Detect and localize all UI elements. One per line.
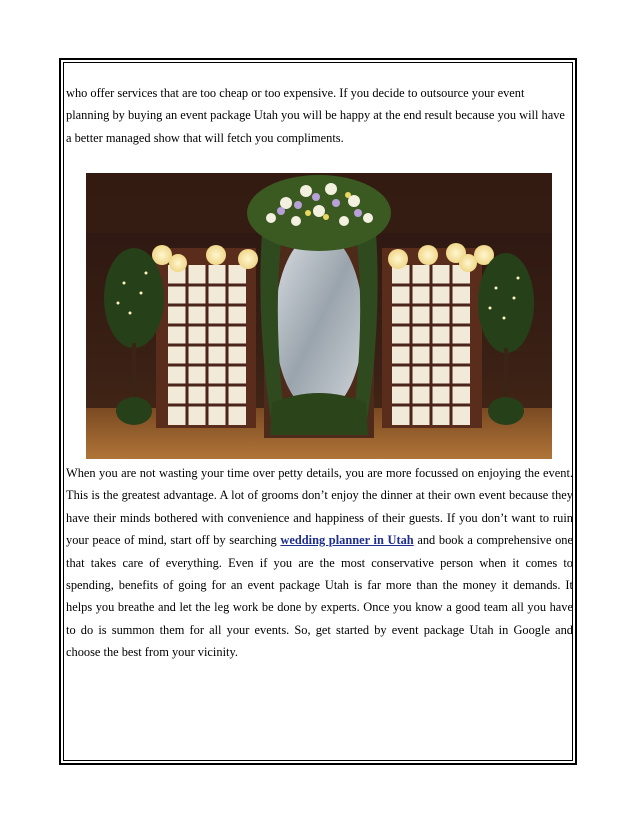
wedding-planner-link[interactable]: wedding planner in Utah <box>280 533 414 548</box>
text-line: have their minds bothered with convenience and happiness of their guests. If you don’t want to ruin <box>66 510 573 525</box>
text-line: who offer services that are too cheap or too expensive. If you decide to outsource your event <box>66 86 525 100</box>
wedding-backdrop-photo <box>86 173 552 459</box>
body-paragraph <box>66 462 573 664</box>
text-line: that takes care of everything. Even if you are the most conservative person when it comes to <box>66 555 573 570</box>
intro-paragraph <box>66 82 573 149</box>
text-line: planning by buying an event package Utah you will be happy at the end result because you will have <box>66 108 565 123</box>
text-line: This is the greatest advantage. A lot of grooms don’t enjoy the dinner at their own event because they <box>66 488 573 503</box>
text-line: When you are not wasting your time over petty details, you are more focussed on enjoying the event. <box>66 466 573 480</box>
text-line-with-link <box>66 529 573 551</box>
text-line: choose the best from your vicinity. <box>66 645 238 660</box>
text-line: spending, benefits of going for an event package Utah is far more than the money it demands. It <box>66 578 573 593</box>
link-suffix-text: and book a comprehensive one <box>413 533 574 548</box>
text-line: helps you breathe and let the leg work be done by experts. Once you know a good team all you have <box>66 600 573 615</box>
link-prefix-text: your peace of mind, start off by searching <box>66 533 281 548</box>
text-line: a better managed show that will fetch you compliments. <box>66 130 344 145</box>
text-line: to do is summon them for all your events. So, get started by event package Utah in Google and <box>66 622 573 637</box>
